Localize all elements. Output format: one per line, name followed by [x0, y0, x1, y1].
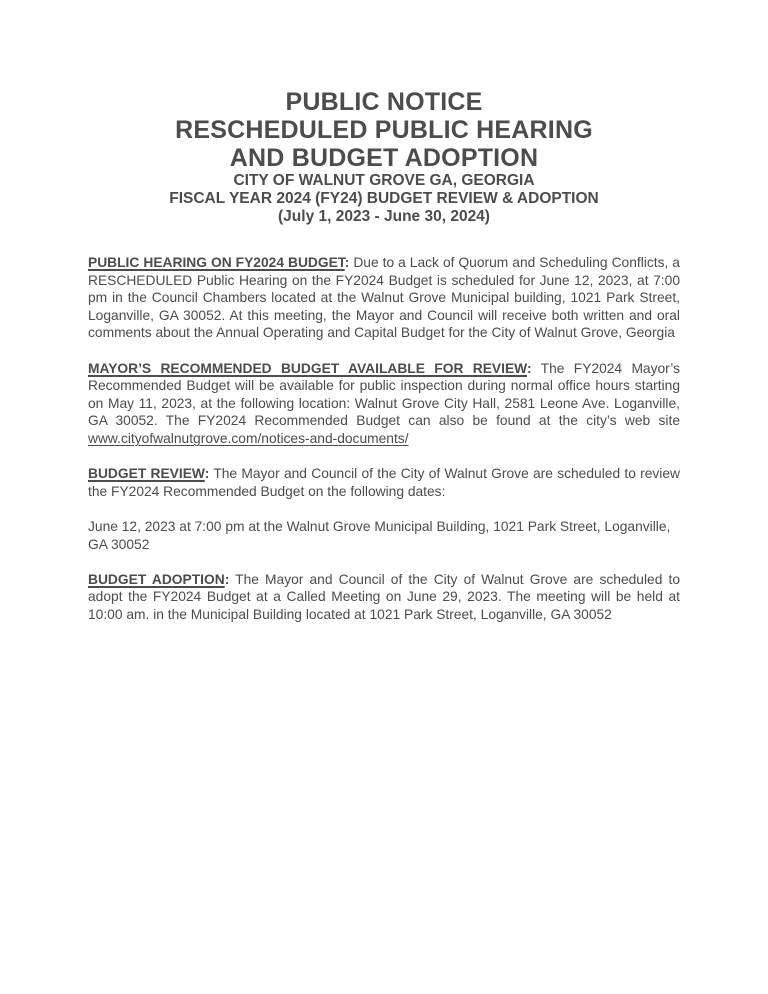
section-heading-mayors-budget: MAYOR’S RECOMMENDED BUDGET AVAILABLE FOR REVIEW — [88, 360, 527, 376]
section-body-budget-adoption: The Mayor and Council of the City of Walnut Grove are scheduled to adopt the FY2024 Budget at a Called Meeting on June 29, 2023. The meeting will be held at 10:00 am. in the Municipal Building located at 1021 Park Street, Loganville, GA 30052 — [88, 571, 680, 622]
page-title-line-1: PUBLIC NOTICE — [285, 88, 483, 116]
section-body-public-hearing: Due to a Lack of Quorum and Scheduling Conflicts, a RESCHEDULED Public Hearing on the FY2024 Budget is scheduled for June 12, 2023, at 7:00 pm in the Council Chambers located at the Walnut Grove Municipal building, 1021 Park Street, Loganville, GA 30052. At this meeting, the Mayor and Council will receive both written and oral comments about the Annual Operating and Capital Budget for the City of Walnut Grove, Georgia — [88, 255, 680, 341]
subtitle-city: CITY OF WALNUT GROVE GA, GEORGIA — [233, 172, 535, 189]
section-heading-budget-review: BUDGET REVIEW — [88, 466, 205, 482]
budget-documents-link[interactable]: www.cityofwalnutgrove.com/notices-and-documents/ — [88, 430, 409, 446]
page-title-line-2: RESCHEDULED PUBLIC HEARING — [175, 116, 593, 144]
budget-review-date-line: June 12, 2023 at 7:00 pm at the Walnut Grove Municipal Building, 1021 Park Street, Loganville, GA 30052 — [88, 518, 671, 552]
section-budget-review — [88, 465, 680, 500]
section-colon-mayors-budget: : — [526, 360, 532, 376]
section-heading-budget-adoption: BUDGET ADOPTION — [88, 571, 225, 587]
section-public-hearing — [88, 254, 680, 342]
page-title-line-3: AND BUDGET ADOPTION — [229, 144, 539, 172]
section-colon-public-hearing: : — [344, 255, 350, 270]
section-body-mayors-budget: The FY2024 Mayor’s Recommended Budget will be available for public inspection during normal office hours starting on May 11, 2023, at the following location: Walnut Grove City Hall, 2581 Leone Ave. Loganville, GA 30052. The FY2024 Recommended Budget can also be found at the city’s web site — [88, 360, 681, 429]
section-body-budget-review: The Mayor and Council of the City of Walnut Grove are scheduled to review the FY2024 Recommended Budget on the following dates: — [88, 466, 681, 499]
subtitle-fiscal-year: FISCAL YEAR 2024 (FY24) BUDGET REVIEW & ADOPTION — [169, 190, 599, 207]
notice-body — [88, 254, 680, 623]
section-mayors-budget — [88, 360, 680, 448]
section-heading-public-hearing: PUBLIC HEARING ON FY2024 BUDGET — [88, 255, 345, 270]
notice-header — [88, 88, 680, 226]
section-colon-budget-review: : — [204, 466, 210, 482]
subtitle-date-range: (July 1, 2023 - June 30, 2024) — [278, 208, 490, 225]
section-colon-budget-adoption: : — [224, 571, 230, 587]
section-budget-adoption — [88, 571, 680, 624]
